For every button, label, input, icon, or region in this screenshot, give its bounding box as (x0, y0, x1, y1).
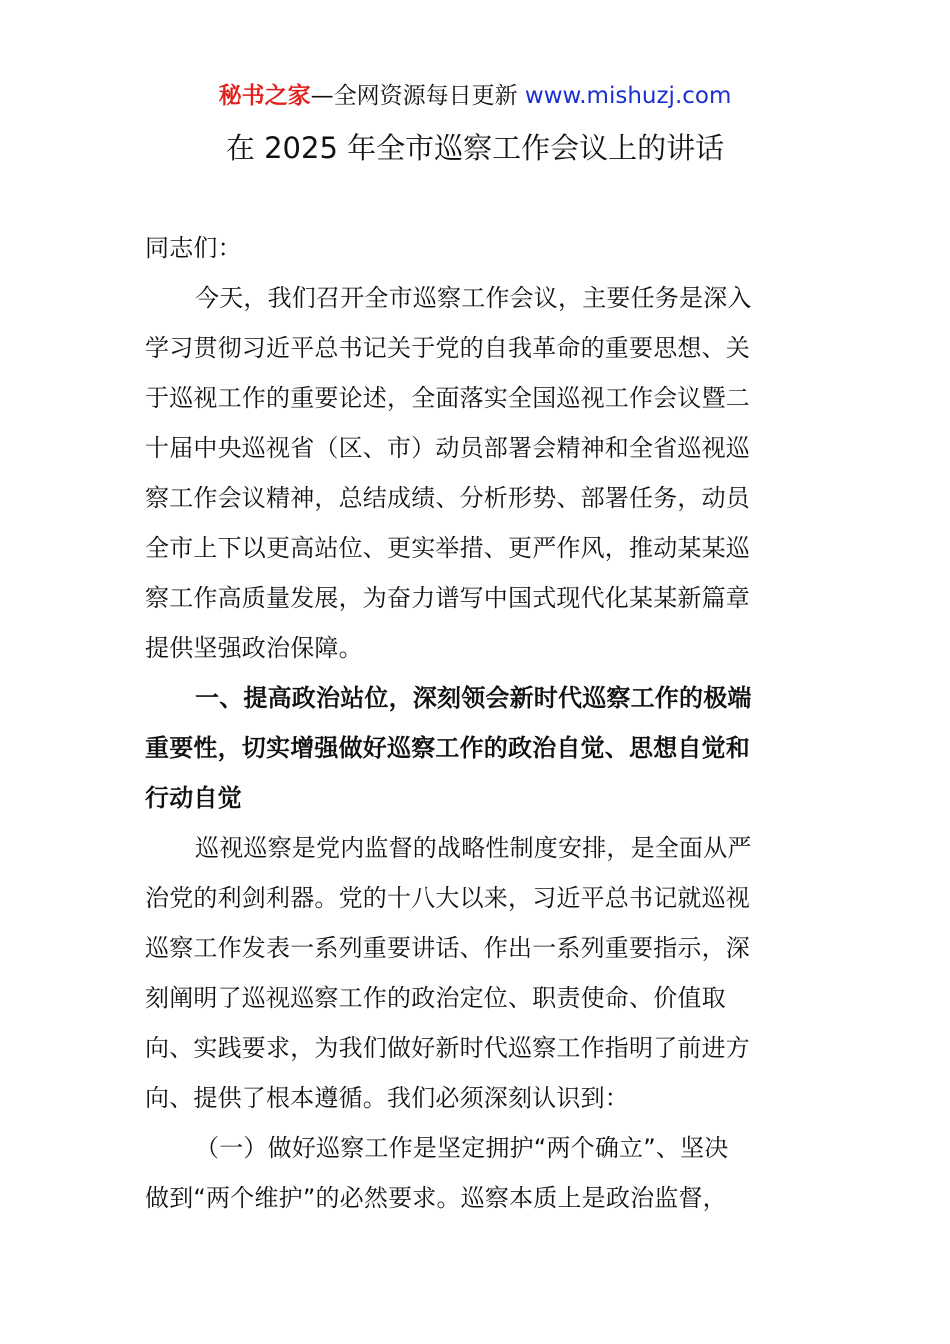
body-line: 今天，我们召开全市巡察工作会议，主要任务是深入 (195, 284, 752, 312)
site-brand: 秘书之家 (218, 83, 311, 109)
body-line: 察工作会议精神，总结成绩、分析形势、部署任务，动员 (145, 484, 750, 512)
body-line: 巡察工作发表一系列重要讲话、作出一系列重要指示，深 (145, 934, 750, 962)
body-line: 全市上下以更高站位、更实举措、更严作风，推动某某巡 (145, 534, 750, 562)
salutation-line: 同志们： (145, 234, 242, 262)
body-line: 治党的利剑利器。党的十八大以来，习近平总书记就巡视 (145, 884, 750, 912)
document-title: 在 2025 年全市巡察工作会议上的讲话 (225, 131, 725, 165)
body-line: 巡视巡察是党内监督的战略性制度安排，是全面从严 (195, 834, 752, 862)
body-line: 十届中央巡视省（区、市）动员部署会精神和全省巡视巡 (145, 434, 750, 462)
body-line: 向、提供了根本遵循。我们必须深刻认识到： (145, 1084, 629, 1112)
body-line: 学习贯彻习近平总书记关于党的自我革命的重要思想、关 (145, 334, 750, 362)
body-line: 提供坚强政治保障。 (145, 634, 363, 662)
body-line: 向、实践要求，为我们做好新时代巡察工作指明了前进方 (145, 1034, 750, 1062)
subsection-line: （一）做好巡察工作是坚定拥护“两个确立”、坚决 (195, 1134, 729, 1162)
site-tagline: —全网资源每日更新 (310, 83, 518, 109)
body-line: 于巡视工作的重要论述，全面落实全国巡视工作会议暨二 (145, 384, 750, 412)
site-header (0, 80, 950, 112)
subsection-line: 做到“两个维护”的必然要求。巡察本质上是政治监督， (145, 1184, 727, 1212)
section-heading-line: 行动自觉 (145, 784, 242, 812)
body-line: 察工作高质量发展，为奋力谱写中国式现代化某某新篇章 (145, 584, 750, 612)
body-line: 刻阐明了巡视巡察工作的政治定位、职责使命、价值取 (145, 984, 726, 1012)
section-heading-line: 重要性，切实增强做好巡察工作的政治自觉、思想自觉和 (145, 734, 750, 762)
site-url-link[interactable]: www.mishuzj.com (524, 83, 732, 109)
document-body (145, 223, 807, 1223)
section-heading-line: 一、提高政治站位，深刻领会新时代巡察工作的极端 (195, 684, 752, 712)
